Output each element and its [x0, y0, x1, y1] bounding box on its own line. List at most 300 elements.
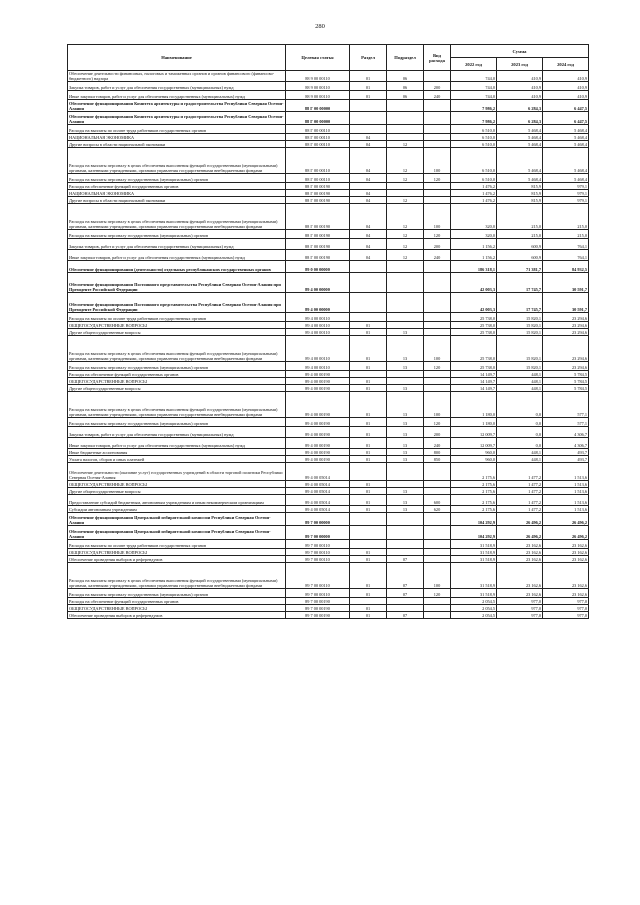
- cell-2022: 960,0: [451, 449, 497, 456]
- cell-2024: 23 294,6: [543, 362, 589, 371]
- header-subsection: Подраздел: [387, 45, 424, 71]
- cell-target: 89 4 00 00190: [286, 378, 350, 385]
- cell-target: 89 4 00 05014: [286, 495, 350, 506]
- cell-expense-type: [424, 125, 451, 134]
- table-row: [68, 392, 589, 418]
- cell-subsection: [387, 190, 424, 197]
- cell-2024: 23 162,6: [543, 556, 589, 563]
- cell-2024: 26 496,2: [543, 513, 589, 526]
- table-row: [68, 100, 589, 112]
- cell-subsection: [387, 605, 424, 612]
- header-target: Целевая статья: [286, 45, 350, 71]
- cell-expense-type: [424, 612, 451, 619]
- cell-2022: 1 156,2: [451, 239, 497, 250]
- cell-expense-type: 850: [424, 456, 451, 463]
- cell-2024: 23 294,6: [543, 336, 589, 362]
- cell-target: 89 7 00 00000: [286, 513, 350, 526]
- cell-expense-type: [424, 183, 451, 190]
- cell-section: 01: [350, 563, 387, 589]
- cell-2022: 1 156,2: [451, 250, 497, 261]
- cell-2024: 5 784,5: [543, 385, 589, 392]
- cell-section: 01: [350, 392, 387, 418]
- cell-2024: 6 447,5: [543, 112, 589, 125]
- cell-2022: 42 003,3: [451, 273, 497, 293]
- header-section: Раздел: [350, 45, 387, 71]
- cell-target: 89 4 00 00190: [286, 418, 350, 427]
- cell-2022: 1 476,2: [451, 197, 497, 204]
- cell-name: Расходы на выплаты персоналу государственных (муниципальных) органов: [68, 362, 286, 371]
- table-row: [68, 540, 589, 549]
- cell-subsection: [387, 134, 424, 141]
- cell-2022: 960,0: [451, 456, 497, 463]
- cell-2022: 25 738,0: [451, 336, 497, 362]
- cell-section: 01: [350, 488, 387, 495]
- cell-2022: 25 738,0: [451, 362, 497, 371]
- cell-target: 89 7 00 00000: [286, 526, 350, 540]
- cell-2023: 410,9: [497, 91, 543, 100]
- cell-target: 88 9 00 00110: [286, 82, 350, 91]
- cell-target: 89 4 00 00190: [286, 371, 350, 378]
- cell-2024: 215,0: [543, 230, 589, 239]
- cell-2024: 5 468,4: [543, 148, 589, 174]
- header-name: Наименование: [68, 45, 286, 71]
- cell-subsection: 13: [387, 449, 424, 456]
- cell-2023: 600,9: [497, 250, 543, 261]
- cell-expense-type: 600: [424, 495, 451, 506]
- cell-2023: 23 162,6: [497, 540, 543, 549]
- cell-2023: 23 162,6: [497, 556, 543, 563]
- table-row: [68, 563, 589, 589]
- cell-expense-type: [424, 513, 451, 526]
- cell-target: 88 Г 00 00110: [286, 125, 350, 134]
- cell-target: 89 4 00 00190: [286, 385, 350, 392]
- cell-name: ОБЩЕГОСУДАРСТВЕННЫЕ ВОПРОСЫ: [68, 549, 286, 556]
- table-row: [68, 598, 589, 605]
- cell-name: Другие общегосударственные вопросы: [68, 488, 286, 495]
- table-row: [68, 293, 589, 313]
- table-row: [68, 385, 589, 392]
- cell-expense-type: 240: [424, 438, 451, 449]
- cell-2024: 5 468,4: [543, 134, 589, 141]
- table-row: [68, 371, 589, 378]
- cell-2023: 0,0: [497, 392, 543, 418]
- cell-2023: 5 468,4: [497, 174, 543, 183]
- cell-2024: 410,9: [543, 82, 589, 91]
- cell-section: 01: [350, 605, 387, 612]
- cell-2024: 5 784,5: [543, 378, 589, 385]
- cell-2024: 23 162,6: [543, 563, 589, 589]
- cell-2023: 977,0: [497, 598, 543, 605]
- cell-target: 88 Г 00 00190: [286, 230, 350, 239]
- cell-expense-type: 620: [424, 506, 451, 513]
- cell-2023: 410,9: [497, 82, 543, 91]
- cell-expense-type: 100: [424, 148, 451, 174]
- cell-name: Другие вопросы в области национальной экономики: [68, 197, 286, 204]
- cell-section: 04: [350, 197, 387, 204]
- cell-expense-type: 120: [424, 230, 451, 239]
- cell-2023: 977,0: [497, 605, 543, 612]
- cell-2022: 6 510,0: [451, 174, 497, 183]
- cell-subsection: [387, 183, 424, 190]
- table-row: [68, 230, 589, 239]
- cell-expense-type: [424, 322, 451, 329]
- cell-subsection: 13: [387, 438, 424, 449]
- cell-target: 89 7 00 00190: [286, 598, 350, 605]
- table-row: [68, 526, 589, 540]
- cell-name: Закупка товаров, работ и услуг для обеспечения государственных (муниципальных) нужд: [68, 82, 286, 91]
- cell-2023: 17 745,7: [497, 293, 543, 313]
- cell-target: 89 4 00 00000: [286, 293, 350, 313]
- cell-2022: 31 518,9: [451, 563, 497, 589]
- cell-2023: 448,1: [497, 378, 543, 385]
- table-row: [68, 329, 589, 336]
- cell-2022: 744,0: [451, 71, 497, 82]
- cell-subsection: 12: [387, 204, 424, 230]
- cell-2024: 764,1: [543, 250, 589, 261]
- cell-target: 89 4 00 00110: [286, 322, 350, 329]
- cell-2022: 2 175,6: [451, 506, 497, 513]
- cell-name: ОБЩЕГОСУДАРСТВЕННЫЕ ВОПРОСЫ: [68, 378, 286, 385]
- cell-target: 88 Г 00 00110: [286, 148, 350, 174]
- cell-2023: 15 820,1: [497, 313, 543, 322]
- table-row: [68, 589, 589, 598]
- cell-subsection: 12: [387, 174, 424, 183]
- cell-2023: 448,1: [497, 371, 543, 378]
- cell-name: ОБЩЕГОСУДАРСТВЕННЫЕ ВОПРОСЫ: [68, 605, 286, 612]
- cell-expense-type: [424, 556, 451, 563]
- cell-section: 01: [350, 91, 387, 100]
- cell-2023: 1 477,2: [497, 481, 543, 488]
- cell-2022: 1 180,0: [451, 418, 497, 427]
- cell-2022: 7 986,2: [451, 112, 497, 125]
- table-row: [68, 506, 589, 513]
- cell-subsection: 12: [387, 148, 424, 174]
- cell-section: [350, 598, 387, 605]
- cell-name: Предоставление субсидий бюджетным, автономным учреждениям и иным некоммерческим организациям: [68, 495, 286, 506]
- cell-2022: 6 510,0: [451, 134, 497, 141]
- cell-subsection: 13: [387, 427, 424, 438]
- cell-expense-type: 120: [424, 362, 451, 371]
- cell-2022: 7 986,2: [451, 100, 497, 112]
- cell-name: Расходы на выплаты по оплате труда работников государственных органов: [68, 125, 286, 134]
- cell-name: Иные закупки товаров, работ и услуг для обеспечения государственных (муниципальных) нужд: [68, 250, 286, 261]
- cell-section: 01: [350, 82, 387, 91]
- cell-section: 04: [350, 204, 387, 230]
- cell-2022: 2 054,5: [451, 612, 497, 619]
- cell-section: [350, 371, 387, 378]
- table-row: [68, 125, 589, 134]
- table-row: [68, 261, 589, 273]
- cell-section: [350, 273, 387, 293]
- cell-expense-type: [424, 605, 451, 612]
- cell-expense-type: [424, 141, 451, 148]
- cell-2024: 1 513,6: [543, 463, 589, 481]
- table-row: [68, 438, 589, 449]
- cell-section: 01: [350, 549, 387, 556]
- cell-expense-type: [424, 293, 451, 313]
- cell-target: 88 Г 00 00000: [286, 112, 350, 125]
- cell-subsection: [387, 481, 424, 488]
- cell-subsection: [387, 549, 424, 556]
- cell-2023: 215,0: [497, 230, 543, 239]
- cell-2024: 23 294,6: [543, 329, 589, 336]
- table-row: [68, 362, 589, 371]
- cell-target: 89 7 00 00110: [286, 563, 350, 589]
- cell-2023: 15 820,1: [497, 329, 543, 336]
- table-row: [68, 71, 589, 82]
- table-row: [68, 112, 589, 125]
- table-row: [68, 481, 589, 488]
- table-row: [68, 141, 589, 148]
- table-row: [68, 190, 589, 197]
- cell-name: Обеспечение функционирования Центральной избирательной комиссии Республики Северная Осетия-Алания: [68, 526, 286, 540]
- cell-2022: 14 149,7: [451, 378, 497, 385]
- cell-expense-type: [424, 463, 451, 481]
- cell-2022: 2 054,5: [451, 605, 497, 612]
- cell-2022: 1 476,2: [451, 183, 497, 190]
- cell-name: НАЦИОНАЛЬНАЯ ЭКОНОМИКА: [68, 134, 286, 141]
- cell-subsection: 12: [387, 141, 424, 148]
- cell-target: 89 4 00 00110: [286, 313, 350, 322]
- cell-2022: 2 175,6: [451, 495, 497, 506]
- cell-2022: 320,0: [451, 230, 497, 239]
- table-row: [68, 612, 589, 619]
- cell-target: 88 Г 00 00190: [286, 190, 350, 197]
- cell-section: [350, 112, 387, 125]
- cell-name: Расходы на выплаты персоналу в целях обеспечения выполнения функций государственными (муниципальными) органами, казенными учреждениями, органами управления государственными внебюджетными фондами: [68, 204, 286, 230]
- cell-section: [350, 463, 387, 481]
- cell-2022: 1 476,2: [451, 190, 497, 197]
- cell-target: 89 4 00 00190: [286, 427, 350, 438]
- cell-name: Иные бюджетные ассигнования: [68, 449, 286, 456]
- cell-section: 04: [350, 141, 387, 148]
- cell-2023: 410,9: [497, 71, 543, 82]
- cell-2023: 71 381,7: [497, 261, 543, 273]
- cell-2022: 14 149,7: [451, 371, 497, 378]
- cell-section: 01: [350, 71, 387, 82]
- cell-2023: 15 820,1: [497, 362, 543, 371]
- cell-name: Расходы на обеспечение функций государственных органов: [68, 183, 286, 190]
- cell-2024: 410,9: [543, 71, 589, 82]
- cell-2022: 31 518,9: [451, 556, 497, 563]
- cell-2022: 6 510,0: [451, 125, 497, 134]
- cell-name: Расходы на выплаты по оплате труда работников государственных органов: [68, 540, 286, 549]
- cell-name: Расходы на выплаты персоналу в целях обеспечения выполнения функций государственными (муниципальными) органами, казенными учреждениями, органами управления государственными внебюджетными фондами: [68, 392, 286, 418]
- cell-2022: 14 149,7: [451, 385, 497, 392]
- cell-section: [350, 540, 387, 549]
- table-row: [68, 174, 589, 183]
- cell-2024: 410,9: [543, 91, 589, 100]
- cell-2023: 1 477,2: [497, 463, 543, 481]
- cell-expense-type: 100: [424, 392, 451, 418]
- cell-target: 89 7 00 00190: [286, 612, 350, 619]
- cell-target: 89 4 00 05014: [286, 481, 350, 488]
- cell-name: Другие общегосударственные вопросы: [68, 329, 286, 336]
- cell-2024: 23 162,6: [543, 589, 589, 598]
- cell-2022: 25 738,0: [451, 329, 497, 336]
- cell-name: Расходы на выплаты персоналу в целях обеспечения выполнения функций государственными (муниципальными) органами, казенными учреждениями, органами управления государственными внебюджетными фондами: [68, 336, 286, 362]
- cell-2024: 6 447,5: [543, 100, 589, 112]
- cell-target: 88 Г 00 00190: [286, 183, 350, 190]
- cell-2022: 42 003,3: [451, 293, 497, 313]
- cell-subsection: 13: [387, 329, 424, 336]
- table-row: [68, 91, 589, 100]
- cell-target: 89 4 00 00110: [286, 329, 350, 336]
- cell-target: 89 7 00 00190: [286, 605, 350, 612]
- cell-section: [350, 125, 387, 134]
- cell-2023: 977,0: [497, 612, 543, 619]
- cell-2022: 744,0: [451, 91, 497, 100]
- cell-name: ОБЩЕГОСУДАРСТВЕННЫЕ ВОПРОСЫ: [68, 322, 286, 329]
- cell-expense-type: [424, 598, 451, 605]
- cell-subsection: 13: [387, 385, 424, 392]
- cell-subsection: 13: [387, 362, 424, 371]
- table-row: [68, 418, 589, 427]
- cell-2022: 25 738,0: [451, 322, 497, 329]
- cell-subsection: [387, 293, 424, 313]
- cell-target: 88 Г 00 00190: [286, 239, 350, 250]
- cell-name: Иные закупки товаров, работ и услуг для обеспечения государственных (муниципальных) нужд: [68, 438, 286, 449]
- cell-subsection: [387, 540, 424, 549]
- cell-target: 89 4 00 00190: [286, 449, 350, 456]
- cell-2024: 23 294,6: [543, 322, 589, 329]
- cell-name: Другие общегосударственные вопросы: [68, 385, 286, 392]
- cell-2024: 1 513,6: [543, 495, 589, 506]
- cell-section: [350, 261, 387, 273]
- cell-subsection: 12: [387, 230, 424, 239]
- table-header: [68, 45, 589, 71]
- cell-expense-type: [424, 273, 451, 293]
- cell-subsection: [387, 313, 424, 322]
- cell-target: 89 4 00 00110: [286, 336, 350, 362]
- cell-2022: 2 175,6: [451, 481, 497, 488]
- cell-subsection: [387, 100, 424, 112]
- cell-2023: 600,9: [497, 239, 543, 250]
- cell-subsection: [387, 261, 424, 273]
- cell-2022: 1 180,0: [451, 392, 497, 418]
- cell-2023: 0,0: [497, 427, 543, 438]
- cell-2022: 186 318,1: [451, 261, 497, 273]
- cell-2023: 26 496,2: [497, 526, 543, 540]
- cell-expense-type: [424, 378, 451, 385]
- cell-expense-type: [424, 540, 451, 549]
- cell-2022: 31 518,9: [451, 589, 497, 598]
- table-row: [68, 513, 589, 526]
- cell-name: Закупка товаров, работ и услуг для обеспечения государственных (муниципальных) нужд: [68, 239, 286, 250]
- cell-section: 04: [350, 230, 387, 239]
- cell-2023: 23 162,6: [497, 563, 543, 589]
- cell-2024: 979,1: [543, 183, 589, 190]
- cell-expense-type: 100: [424, 204, 451, 230]
- cell-name: Иные закупки товаров, работ и услуг для обеспечения государственных (муниципальных) нужд: [68, 91, 286, 100]
- cell-name: Расходы на выплаты персоналу государственных (муниципальных) органов: [68, 589, 286, 598]
- cell-subsection: [387, 463, 424, 481]
- cell-section: 01: [350, 456, 387, 463]
- header-expense-type: Вид расхода: [424, 45, 451, 71]
- cell-section: 04: [350, 239, 387, 250]
- cell-expense-type: 120: [424, 418, 451, 427]
- cell-section: 01: [350, 322, 387, 329]
- table-row: [68, 488, 589, 495]
- cell-2022: 320,0: [451, 204, 497, 230]
- table-row: [68, 495, 589, 506]
- cell-2023: 448,1: [497, 449, 543, 456]
- cell-target: 89 4 00 00190: [286, 456, 350, 463]
- cell-subsection: 13: [387, 336, 424, 362]
- cell-2023: 15 820,1: [497, 322, 543, 329]
- table-row: [68, 449, 589, 456]
- cell-2023: 15 820,1: [497, 336, 543, 362]
- cell-2023: 5 468,4: [497, 141, 543, 148]
- cell-2023: 5 468,4: [497, 134, 543, 141]
- cell-2024: 4 306,7: [543, 427, 589, 438]
- cell-subsection: 13: [387, 418, 424, 427]
- cell-target: 89 7 00 00110: [286, 556, 350, 563]
- cell-expense-type: [424, 371, 451, 378]
- cell-expense-type: [424, 488, 451, 495]
- cell-2024: 977,0: [543, 605, 589, 612]
- cell-2023: 0,0: [497, 418, 543, 427]
- table-row: [68, 336, 589, 362]
- cell-name: НАЦИОНАЛЬНАЯ ЭКОНОМИКА: [68, 190, 286, 197]
- cell-2022: 6 510,0: [451, 141, 497, 148]
- table-row: [68, 378, 589, 385]
- cell-name: Субсидии автономным учреждениям: [68, 506, 286, 513]
- table-row: [68, 463, 589, 481]
- cell-2023: 23 162,6: [497, 549, 543, 556]
- cell-target: 89 4 00 05014: [286, 488, 350, 495]
- cell-2024: 26 496,2: [543, 526, 589, 540]
- cell-subsection: 07: [387, 612, 424, 619]
- cell-expense-type: 200: [424, 427, 451, 438]
- cell-target: 88 Г 00 00190: [286, 250, 350, 261]
- cell-target: 89 4 00 05014: [286, 463, 350, 481]
- header-year-2022: 2022 год: [451, 58, 497, 71]
- cell-name: Обеспечение функционирования Постоянного представительства Республики Северная Осетия-Алания при Президенте Российской Федерации: [68, 293, 286, 313]
- cell-2024: 493,7: [543, 449, 589, 456]
- cell-subsection: 06: [387, 71, 424, 82]
- cell-section: 01: [350, 449, 387, 456]
- cell-section: [350, 313, 387, 322]
- cell-expense-type: 240: [424, 250, 451, 261]
- cell-2024: 30 591,7: [543, 293, 589, 313]
- table-row: [68, 82, 589, 91]
- table-row: [68, 313, 589, 322]
- cell-2023: 6 284,3: [497, 100, 543, 112]
- cell-2024: 577,1: [543, 418, 589, 427]
- cell-expense-type: [424, 261, 451, 273]
- cell-name: Расходы на обеспечение функций государственных органов: [68, 598, 286, 605]
- cell-section: 04: [350, 148, 387, 174]
- cell-name: Расходы на выплаты персоналу государственных (муниципальных) органов: [68, 230, 286, 239]
- cell-name: Обеспечение деятельности (оказание услуг) государственных учреждений в области торговой политики Республики Северная Осетия-Алания: [68, 463, 286, 481]
- cell-subsection: 13: [387, 456, 424, 463]
- cell-section: [350, 100, 387, 112]
- cell-expense-type: [424, 100, 451, 112]
- cell-expense-type: [424, 134, 451, 141]
- header-year-2023: 2023 год: [497, 58, 543, 71]
- cell-2023: 6 284,3: [497, 112, 543, 125]
- cell-name: Обеспечение функционирования Комитета архитектуры и градостроительства Республики Северная Осетия-Алания: [68, 112, 286, 125]
- cell-subsection: [387, 322, 424, 329]
- cell-2022: 31 518,9: [451, 549, 497, 556]
- cell-name: Расходы на выплаты персоналу в целях обеспечения выполнения функций государственными (муниципальными) органами, казенными учреждениями, органами управления государственными внебюджетными фондами: [68, 563, 286, 589]
- table-body: [68, 71, 589, 619]
- cell-subsection: [387, 125, 424, 134]
- cell-name: Расходы на выплаты персоналу государственных (муниципальных) органов: [68, 418, 286, 427]
- cell-2023: 448,1: [497, 385, 543, 392]
- cell-section: 01: [350, 556, 387, 563]
